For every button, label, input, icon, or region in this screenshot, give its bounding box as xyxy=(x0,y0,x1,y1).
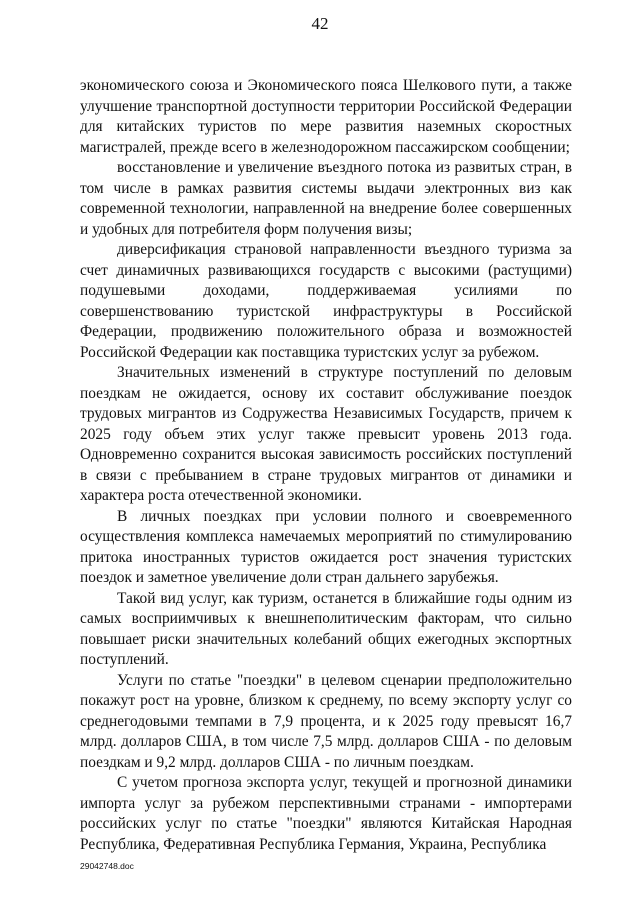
paragraph-6: Такой вид услуг, как туризм, останется в ближайшие годы одним из самых восприимчивых к внешнеполитическим факторам, что сильно повышает риски значительных колебаний общих ежегодных экспортных поступлений. xyxy=(80,589,572,668)
paragraph-8: С учетом прогноза экспорта услуг, текущей и прогнозной динамики импорта услуг за рубежом перспективными странами - импортерами российских услуг по статье "поездки" являются Китайская Народная Республика, Федеративная Республика Германия, Украина, Республика xyxy=(80,774,572,853)
paragraph-7: Услуги по статье "поездки" в целевом сценарии предположительно покажут рост на уровне, близком к среднему, по всему экспорту услуг со среднегодовыми темпами в 7,9 процента, и к 2025 году превысят 16,7 млрд. долларов США, в том числе 7,5 млрд. долларов США - по деловым поездкам и 9,2 млрд. долларов США - по личным поездкам. xyxy=(80,671,572,771)
document-body xyxy=(80,76,572,855)
page-number: 42 xyxy=(311,14,329,33)
paragraph-4: Значительных изменений в структуре поступлений по деловым поездкам не ожидается, основу их составит обслуживание поездок трудовых мигрантов из Содружества Независимых Государств, причем к 2025 году объем этих услуг также превысит уровень 2013 года. Одновременно сохранится высокая зависимость российских поступлений в связи с пребыванием в стране трудовых мигрантов от динамики и характера роста отечественной экономики. xyxy=(80,364,572,504)
paragraph-1: экономического союза и Экономического пояса Шелкового пути, а также улучшение транспортной доступности территории Российской Федерации для китайских туристов по мере развития наземных скоростных магистралей, прежде всего в железнодорожном пассажирском сообщении; xyxy=(80,77,572,156)
paragraph-2: восстановление и увеличение въездного потока из развитых стран, в том числе в рамках развития системы выдачи электронных виз как современной технологии, направленной на внедрение более совершенных и удобных для потребителя форм получения визы; xyxy=(80,159,572,238)
paragraph-5: В личных поездках при условии полного и своевременного осуществления комплекса намечаемых мероприятий по стимулированию притока иностранных туристов ожидается рост значения туристских поездок и заметное увеличение доли стран дальнего зарубежья. xyxy=(80,507,572,586)
paragraph-3: диверсификация страновой направленности въездного туризма за счет динамичных развивающихся государств с высокими (растущими) подушевыми доходами, поддерживаемая усилиями по совершенствованию туристской инфраструктуры в Российской Федерации, продвижению положительного образа и возможностей Российской Федерации как поставщика туристских услуг за рубежом. xyxy=(80,241,572,361)
footer-filename: 29042748.doc xyxy=(80,861,134,871)
